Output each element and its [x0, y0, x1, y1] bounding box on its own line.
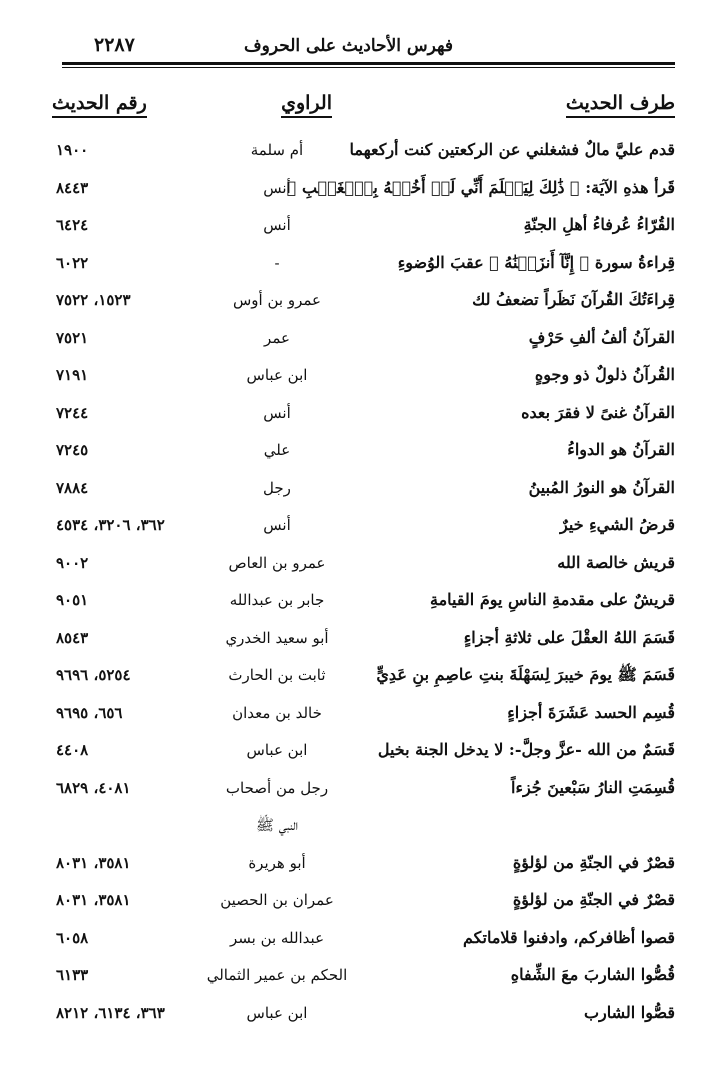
hadith-number: ٦٠٥٨ [56, 928, 89, 947]
hadith-index-table [52, 134, 675, 1034]
narrator-name: الحكم بن عمير الثمالي [206, 966, 348, 984]
narrator-name: علي [263, 441, 291, 459]
narrator-name: أبو سعيد الخدري [225, 628, 329, 647]
hadith-text: قَرأ هذهِ الآيَة: ﴿ ذَٰلِكَ لِيَعۡلَمَ أَنِّي لَمۡ أَخُنۡهُ بِٱلۡغَيۡبِ ﴾ [286, 177, 675, 197]
table-row [52, 734, 675, 772]
hadith-number: ٩٠٠٢ [56, 553, 89, 572]
table-row [52, 284, 675, 322]
table-row [52, 697, 675, 735]
narrator-name: جابر بن عبدالله [229, 591, 325, 609]
hadith-number: ٧١٩١ [56, 366, 89, 384]
hadith-number: ٦٠٢٢ [56, 253, 89, 272]
table-row [52, 622, 675, 660]
table-row [52, 209, 675, 247]
narrator-name: خالد بن معدان [232, 703, 322, 722]
hadith-number: ٧٢٤٥ [56, 441, 89, 459]
hadith-text: قِراءَتُكَ القُرآنَ نَظَراً تضعفُ لك [472, 290, 675, 309]
hadith-number: ٦١٣٣ [56, 966, 89, 984]
column-headings [52, 92, 675, 120]
hadith-text: قريشٌ على مقدمةِ الناسِ يومَ القيامةِ [429, 590, 675, 609]
table-row [52, 134, 675, 172]
narrator-name: ثابت بن الحارث [228, 666, 326, 684]
hadith-text: قصْرٌ في الجنّةِ من لؤلؤةٍ [512, 852, 675, 872]
narrator-name: عمرو بن أوس [233, 291, 321, 309]
narrator-name: عمر [264, 328, 290, 347]
hadith-number: ٨٤٤٣ [56, 178, 89, 197]
hadith-text: قُسِمَتِ النارُ سَبْعينَ جُزءاً [511, 777, 675, 797]
table-row [52, 434, 675, 472]
hadith-number: ٥٢٥٤، ٩٦٩٦ [56, 666, 131, 684]
hadith-text: قَسَمَ اللهُ العقْلَ على ثلاثةِ أجزاءٍ [463, 627, 675, 647]
hadith-number: ٦٤٢٤ [56, 216, 89, 234]
hadith-text: قصوا أظافركم، وادفنوا قلاماتكم [463, 927, 675, 947]
narrator-name: أنس [263, 216, 291, 234]
hadith-text: القرآنُ ألفُ ألفِ حَرْفٍ [528, 327, 675, 347]
table-row [52, 547, 675, 585]
table-row [52, 322, 675, 360]
header-title: فهرس الأحاديث على الحروف [244, 36, 453, 56]
hadith-number: ٧٢٤٤ [56, 403, 89, 422]
hadith-text: قُسِم الحسد عَشَرَةَ أجزاءٍ [507, 702, 675, 722]
table-row [52, 847, 675, 885]
narrator-name: - [274, 253, 280, 272]
hadith-text: قريش خالصة الله [557, 552, 675, 572]
table-row [52, 584, 675, 622]
hadith-text: قدم عليَّ مالٌ فشغلني عن الركعتين كنت أركعهما [349, 140, 675, 159]
page-number: ٢٢٨٧ [94, 34, 135, 56]
hadith-text: القرآنُ هو النورُ المُبينُ [528, 477, 675, 497]
hadith-text: القرآنُ غنىً لا فقرَ بعده [521, 402, 675, 422]
hadith-number: ٧٨٨٤ [56, 478, 89, 497]
hadith-number: ٣٥٨١، ٨٠٣١ [56, 853, 131, 872]
narrator-name: أبو هريرة [248, 853, 306, 872]
narrator-name: أنس [263, 516, 291, 534]
hadith-number: ٦٥٦، ٩٦٩٥ [56, 703, 123, 722]
table-row [52, 172, 675, 210]
table-row [52, 659, 675, 697]
hadith-text: قرضُ الشيءِ خيرٌ [560, 515, 675, 534]
hadith-number: ٩٠٥١ [56, 591, 89, 609]
hadith-number: ٤٠٨١، ٦٨٢٩ [56, 778, 131, 797]
column-heading-narrator: الراوي [281, 92, 332, 118]
running-header [62, 34, 675, 60]
narrator-name: أنس [263, 178, 291, 197]
table-row [52, 922, 675, 960]
table-row-continuation [52, 809, 675, 847]
hadith-text: قصُّوا الشارب [583, 1002, 675, 1022]
hadith-text: القرآنُ هو الدواءُ [567, 440, 675, 459]
narrator-name: ابن عباس [246, 1003, 308, 1022]
hadith-number: ١٥٢٣، ٧٥٢٢ [56, 291, 131, 309]
hadith-number: ١٩٠٠ [56, 141, 89, 159]
hadith-text: قصْرٌ في الجنّةِ من لؤلؤةٍ [512, 890, 675, 909]
hadith-text: القُرّاءُ عُرفاءُ أهلِ الجنّةِ [523, 215, 675, 234]
table-row [52, 959, 675, 997]
narrator-name: عمرو بن العاص [228, 553, 326, 572]
table-row [52, 247, 675, 285]
narrator-name: أنس [263, 403, 291, 422]
hadith-number: ٣٦٣، ٦١٣٤، ٨٢١٢ [56, 1003, 165, 1022]
column-heading-hadith: طرف الحديث [566, 92, 675, 118]
hadith-text: قَسَمَ ﷺ يومَ خيبرَ لِسَهْلَةَ بنتِ عاصِمِ بنِ عَدِيٍّ [376, 665, 675, 684]
table-row [52, 359, 675, 397]
narrator-name: رجل من أصحاب [225, 778, 329, 797]
narrator-name: ابن عباس [246, 741, 308, 759]
column-heading-number: رقم الحديث [52, 92, 147, 118]
hadith-number: ٣٥٨١، ٨٠٣١ [56, 891, 131, 909]
narrator-name: النبي ﷺ [255, 816, 299, 834]
narrator-name: ابن عباس [246, 366, 308, 384]
narrator-name: أم سلمة [250, 141, 304, 159]
narrator-name: عمران بن الحصين [220, 891, 334, 909]
table-row [52, 397, 675, 435]
table-row [52, 509, 675, 547]
table-row [52, 772, 675, 810]
hadith-number: ٤٤٠٨ [56, 741, 89, 759]
table-row [52, 472, 675, 510]
hadith-text: القُرآنُ ذلولٌ ذو وجوهٍ [534, 365, 675, 384]
table-row [52, 884, 675, 922]
hadith-number: ٧٥٢١ [56, 328, 89, 347]
table-row [52, 997, 675, 1035]
header-rule [62, 62, 675, 65]
narrator-name: رجل [263, 478, 291, 497]
header-rule-thin [62, 67, 675, 68]
hadith-text: قِراءةُ سورة ﴿ إِنَّآ أَنزَلۡنَٰهُ ﴾ عقبَ الوُضوءِ [397, 252, 675, 272]
hadith-number: ٨٥٤٣ [56, 628, 89, 647]
hadith-number: ٣٦٢، ٣٢٠٦، ٤٥٣٤ [56, 516, 165, 534]
narrator-name: عبدالله بن بسر [229, 928, 325, 947]
hadith-text: قُصُّوا الشاربَ معَ الشِّفاهِ [510, 965, 675, 984]
hadith-text: قَسَمٌ من الله -عزَّ وجلَّ-: لا يدخل الجنة بخيل [377, 740, 675, 759]
